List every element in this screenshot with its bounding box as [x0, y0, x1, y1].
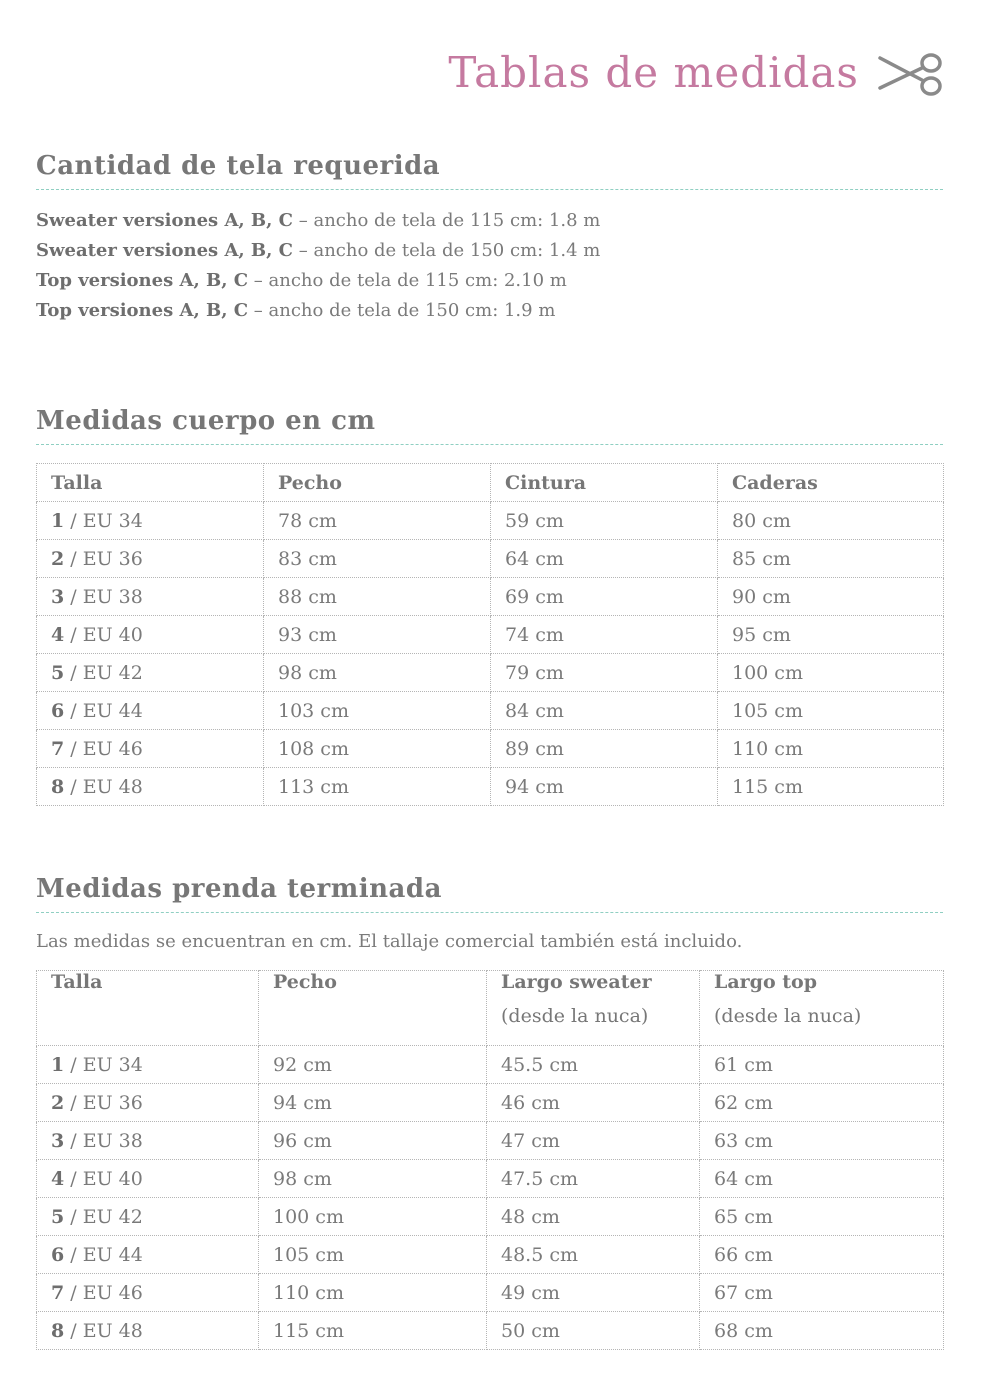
fabric-list	[36, 206, 943, 326]
finished-section	[36, 874, 943, 1350]
size-number: 1	[51, 509, 65, 532]
measure-cell: 61 cm	[700, 1046, 944, 1084]
finished-heading: Medidas prenda terminada	[36, 874, 943, 913]
measure-cell: 94 cm	[259, 1084, 487, 1122]
size-eu: / EU 34	[64, 1053, 143, 1076]
table-row	[37, 1312, 944, 1350]
measure-cell: 96 cm	[259, 1122, 487, 1160]
measure-cell: 100 cm	[718, 654, 944, 692]
size-cell	[37, 1046, 259, 1084]
column-header: Caderas	[718, 464, 944, 502]
size-eu: / EU 44	[64, 1243, 143, 1266]
size-cell	[37, 1084, 259, 1122]
measure-cell: 89 cm	[491, 730, 718, 768]
measure-cell: 69 cm	[491, 578, 718, 616]
scissors-icon	[876, 50, 944, 98]
measure-cell: 105 cm	[718, 692, 944, 730]
size-number: 1	[51, 1053, 65, 1076]
fabric-line-garment: Top versiones A, B, C	[36, 300, 249, 321]
size-number: 3	[51, 1129, 65, 1152]
measure-cell: 68 cm	[700, 1312, 944, 1350]
table-row	[37, 1046, 944, 1084]
size-number: 6	[51, 699, 65, 722]
measure-cell: 47.5 cm	[487, 1160, 700, 1198]
page-title: Tablas de medidas	[448, 48, 859, 97]
fabric-line-detail: – ancho de tela de 115 cm: 2.10 m	[248, 270, 567, 291]
measure-cell: 64 cm	[491, 540, 718, 578]
size-number: 8	[51, 1319, 65, 1342]
fabric-section	[36, 151, 943, 326]
table-row	[37, 502, 944, 540]
measure-cell: 90 cm	[718, 578, 944, 616]
fabric-line	[36, 206, 943, 236]
column-header	[259, 971, 487, 1046]
table-row	[37, 1236, 944, 1274]
column-header: Talla	[37, 464, 264, 502]
measure-cell: 105 cm	[259, 1236, 487, 1274]
measure-cell: 63 cm	[700, 1122, 944, 1160]
size-cell	[37, 1198, 259, 1236]
table-row	[37, 1122, 944, 1160]
measure-cell: 100 cm	[259, 1198, 487, 1236]
size-eu: / EU 40	[64, 623, 143, 646]
body-measures-table	[36, 463, 944, 806]
measure-cell: 103 cm	[264, 692, 491, 730]
body-measures-section	[36, 406, 943, 806]
table-row	[37, 1274, 944, 1312]
measure-cell: 80 cm	[718, 502, 944, 540]
column-header: Pecho	[264, 464, 491, 502]
measure-cell: 66 cm	[700, 1236, 944, 1274]
size-number: 7	[51, 1281, 65, 1304]
size-number: 2	[51, 1091, 65, 1114]
table-row	[37, 540, 944, 578]
fabric-line-garment: Sweater versiones A, B, C	[36, 210, 294, 231]
size-eu: / EU 34	[64, 509, 143, 532]
measure-cell: 110 cm	[259, 1274, 487, 1312]
size-cell	[37, 1312, 259, 1350]
fabric-line-detail: – ancho de tela de 115 cm: 1.8 m	[293, 210, 601, 231]
table-header-row	[37, 464, 944, 502]
size-eu: / EU 46	[64, 1281, 143, 1304]
column-header-label: Largo sweater	[501, 971, 652, 993]
fabric-line-detail: – ancho de tela de 150 cm: 1.4 m	[293, 240, 601, 261]
size-eu: / EU 36	[64, 1091, 143, 1114]
fabric-line-garment: Sweater versiones A, B, C	[36, 240, 294, 261]
column-header-sub: (desde la nuca)	[714, 1005, 862, 1027]
size-eu: / EU 48	[64, 1319, 143, 1342]
table-row	[37, 768, 944, 806]
measure-cell: 79 cm	[491, 654, 718, 692]
table-row	[37, 730, 944, 768]
size-eu: / EU 48	[64, 775, 143, 798]
size-cell	[37, 768, 264, 806]
size-cell	[37, 502, 264, 540]
measure-cell: 93 cm	[264, 616, 491, 654]
measure-cell: 95 cm	[718, 616, 944, 654]
size-eu: / EU 42	[64, 661, 143, 684]
measure-cell: 113 cm	[264, 768, 491, 806]
column-header	[700, 971, 944, 1046]
size-cell	[37, 1274, 259, 1312]
measure-cell: 94 cm	[491, 768, 718, 806]
measure-cell: 49 cm	[487, 1274, 700, 1312]
column-header-label: Pecho	[273, 971, 337, 993]
measure-cell: 67 cm	[700, 1274, 944, 1312]
measure-cell: 62 cm	[700, 1084, 944, 1122]
measure-cell: 46 cm	[487, 1084, 700, 1122]
body-measures-heading: Medidas cuerpo en cm	[36, 406, 943, 445]
size-number: 8	[51, 775, 65, 798]
column-header: Cintura	[491, 464, 718, 502]
measure-cell: 45.5 cm	[487, 1046, 700, 1084]
measure-cell: 64 cm	[700, 1160, 944, 1198]
fabric-line	[36, 266, 943, 296]
size-number: 4	[51, 623, 65, 646]
measure-cell: 74 cm	[491, 616, 718, 654]
size-cell	[37, 654, 264, 692]
size-eu: / EU 44	[64, 699, 143, 722]
table-row	[37, 1198, 944, 1236]
size-number: 6	[51, 1243, 65, 1266]
fabric-line-detail: – ancho de tela de 150 cm: 1.9 m	[248, 300, 556, 321]
size-eu: / EU 38	[64, 585, 143, 608]
size-number: 2	[51, 547, 65, 570]
measure-cell: 83 cm	[264, 540, 491, 578]
measure-cell: 110 cm	[718, 730, 944, 768]
column-header	[37, 971, 259, 1046]
size-number: 4	[51, 1167, 65, 1190]
size-cell	[37, 1122, 259, 1160]
size-cell	[37, 616, 264, 654]
size-cell	[37, 692, 264, 730]
measure-cell: 65 cm	[700, 1198, 944, 1236]
finished-table	[36, 970, 944, 1350]
size-number: 5	[51, 661, 65, 684]
measure-cell: 48 cm	[487, 1198, 700, 1236]
size-cell	[37, 1236, 259, 1274]
table-header-row	[37, 971, 944, 1046]
measure-cell: 48.5 cm	[487, 1236, 700, 1274]
size-cell	[37, 730, 264, 768]
table-row	[37, 692, 944, 730]
fabric-line-garment: Top versiones A, B, C	[36, 270, 249, 291]
column-header-label: Talla	[51, 971, 103, 993]
measure-cell: 84 cm	[491, 692, 718, 730]
size-eu: / EU 36	[64, 547, 143, 570]
table-row	[37, 654, 944, 692]
table-row	[37, 578, 944, 616]
measure-cell: 78 cm	[264, 502, 491, 540]
column-header-sub: (desde la nuca)	[501, 1005, 649, 1027]
measure-cell: 88 cm	[264, 578, 491, 616]
fabric-line	[36, 236, 943, 266]
size-eu: / EU 42	[64, 1205, 143, 1228]
finished-note: Las medidas se encuentran en cm. El tallaje comercial también está incluido.	[36, 931, 743, 952]
measure-cell: 59 cm	[491, 502, 718, 540]
size-cell	[37, 1160, 259, 1198]
size-number: 5	[51, 1205, 65, 1228]
table-row	[37, 1084, 944, 1122]
measure-cell: 50 cm	[487, 1312, 700, 1350]
measure-cell: 85 cm	[718, 540, 944, 578]
size-number: 7	[51, 737, 65, 760]
measure-cell: 108 cm	[264, 730, 491, 768]
measure-cell: 98 cm	[264, 654, 491, 692]
measure-cell: 98 cm	[259, 1160, 487, 1198]
table-row	[37, 616, 944, 654]
size-cell	[37, 578, 264, 616]
column-header	[487, 971, 700, 1046]
size-number: 3	[51, 585, 65, 608]
table-row	[37, 1160, 944, 1198]
fabric-line	[36, 296, 943, 326]
measure-cell: 115 cm	[718, 768, 944, 806]
fabric-heading: Cantidad de tela requerida	[36, 151, 943, 190]
measure-cell: 47 cm	[487, 1122, 700, 1160]
size-eu: / EU 40	[64, 1167, 143, 1190]
size-cell	[37, 540, 264, 578]
measure-cell: 92 cm	[259, 1046, 487, 1084]
size-eu: / EU 46	[64, 737, 143, 760]
size-eu: / EU 38	[64, 1129, 143, 1152]
column-header-label: Largo top	[714, 971, 817, 993]
measure-cell: 115 cm	[259, 1312, 487, 1350]
